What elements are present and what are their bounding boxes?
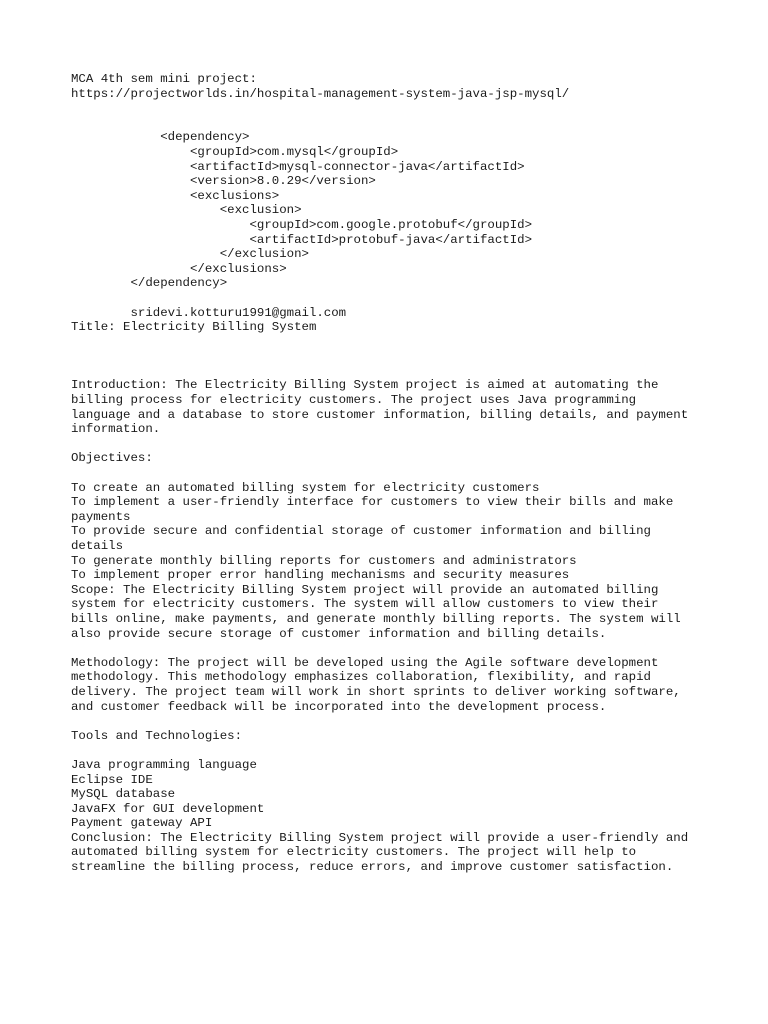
code-line: <artifactId>protobuf-java</artifactId> xyxy=(71,232,533,247)
paragraph-line: delivery. The project team will work in short sprints to deliver working software, xyxy=(71,684,681,699)
document-title: Title: Electricity Billing System xyxy=(71,320,317,335)
code-line: </dependency> xyxy=(71,276,228,291)
paragraph-line: system for electricity customers. The system will allow customers to view their xyxy=(71,597,659,612)
paragraph-line: bills online, make payments, and generate monthly billing reports. The system will xyxy=(71,611,681,626)
objectives-heading: Objectives: xyxy=(71,451,153,466)
xml-dependency-snippet xyxy=(71,130,711,291)
paragraph-line: also provide secure storage of customer information and billing details. xyxy=(71,626,607,641)
introduction-paragraph xyxy=(71,378,711,436)
list-item: Java programming language xyxy=(71,757,257,772)
paragraph-line: billing process for electricity customers. The project uses Java programming xyxy=(71,393,637,408)
methodology-paragraph xyxy=(71,656,711,714)
code-line: <exclusion> xyxy=(71,203,302,218)
intro-line: MCA 4th sem mini project: xyxy=(71,72,257,86)
code-line: </exclusion> xyxy=(71,247,309,262)
code-line: <groupId>com.mysql</groupId> xyxy=(71,144,399,159)
list-item: To create an automated billing system for electricity customers xyxy=(71,480,540,495)
paragraph-line: Scope: The Electricity Billing System project will provide an automated billing xyxy=(71,582,659,597)
paragraph-line: Conclusion: The Electricity Billing System project will provide a user-friendly and xyxy=(71,830,689,845)
code-line: <artifactId>mysql-connector-java</artifactId> xyxy=(71,159,525,174)
paragraph-line: language and a database to store customer information, billing details, and payment xyxy=(71,407,689,422)
list-item: MySQL database xyxy=(71,787,176,802)
document-body xyxy=(71,72,711,875)
list-item: To provide secure and confidential storage of customer information and billing xyxy=(71,524,651,539)
paragraph-line: and customer feedback will be incorporated into the development process. xyxy=(71,699,607,714)
paragraph-line: information. xyxy=(71,422,161,437)
list-item: To generate monthly billing reports for customers and administrators xyxy=(71,553,577,568)
paragraph-line: streamline the billing process, reduce errors, and improve customer satisfaction. xyxy=(71,860,674,875)
list-item: Payment gateway API xyxy=(71,816,213,831)
tools-list xyxy=(71,758,711,831)
list-item: To implement proper error handling mechanisms and security measures xyxy=(71,568,570,583)
paragraph-line: methodology. This methodology emphasizes collaboration, flexibility, and rapid xyxy=(71,670,651,685)
paragraph-line: Introduction: The Electricity Billing System project is aimed at automating the xyxy=(71,378,659,393)
code-line: <groupId>com.google.protobuf</groupId> xyxy=(71,217,533,232)
list-item: Eclipse IDE xyxy=(71,772,153,787)
code-line: <version>8.0.29</version> xyxy=(71,174,376,189)
paragraph-line: Methodology: The project will be developed using the Agile software development xyxy=(71,655,659,670)
list-item: details xyxy=(71,539,124,554)
conclusion-paragraph xyxy=(71,831,711,875)
scope-paragraph xyxy=(71,583,711,641)
tools-heading: Tools and Technologies: xyxy=(71,728,243,743)
project-url: https://projectworlds.in/hospital-management-system-java-jsp-mysql/ xyxy=(71,86,570,101)
code-line: <exclusions> xyxy=(71,188,280,203)
list-item: payments xyxy=(71,509,131,524)
list-item: To implement a user-friendly interface for customers to view their bills and make xyxy=(71,495,674,510)
code-line: <dependency> xyxy=(71,130,250,145)
email-address: sridevi.kotturu1991@gmail.com xyxy=(71,305,347,320)
objectives-list xyxy=(71,481,711,583)
paragraph-line: automated billing system for electricity customers. The project will help to xyxy=(71,845,637,860)
list-item: JavaFX for GUI development xyxy=(71,801,265,816)
code-line: </exclusions> xyxy=(71,261,287,276)
